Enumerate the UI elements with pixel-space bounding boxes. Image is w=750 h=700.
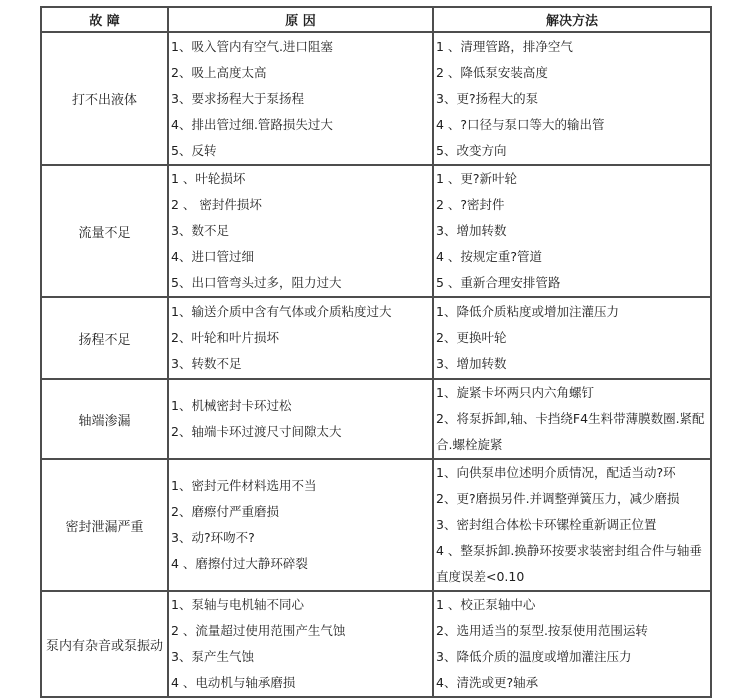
fault-cell: 扬程不足 [41,297,168,379]
solution-cell [433,459,711,591]
solution-cell [433,379,711,459]
cause-line: 1、输送介质中含有气体或介质粘度过大 [171,304,392,319]
cause-line: 1、密封元件材料选用不当 [171,478,317,493]
cause-line: 3、泵产生气蚀 [171,649,254,664]
cause-line: 2 、 密封件损坏 [171,197,262,212]
table-row [41,379,711,459]
solution-line: 2、更换叶轮 [436,330,507,345]
solution-line: 3、降低介质的温度或增加灌注压力 [436,649,632,664]
solution-cell [433,32,711,165]
cause-line: 2 、流量超过使用范围产生气蚀 [171,623,346,638]
cause-cell [168,32,433,165]
solution-line: 5、改变方向 [436,142,507,158]
cause-cell [168,297,433,379]
cause-line: 1、泵轴与电机轴不同心 [171,597,304,612]
cause-line: 3、要求扬程大于泵扬程 [171,90,304,106]
cause-line: 4 、电动机与轴承磨损 [171,675,296,690]
solution-line: 1、降低介质粘度或增加注灌压力 [436,304,619,319]
table-row [41,591,711,697]
cause-cell [168,165,433,297]
solution-line: 2 、降低泵安装高度 [436,64,548,80]
solution-cell [433,165,711,297]
table-row [41,165,711,297]
cause-line: 1、吸入管内有空气.进口阻塞 [171,38,333,54]
cause-line: 3、数不足 [171,223,229,238]
cause-line: 1、机械密封卡环过松 [171,398,292,413]
table-row [41,32,711,165]
cause-line: 2、叶轮和叶片损坏 [171,330,279,345]
solution-line: 3、密封组合体松卡环镙栓重新调正位置 [436,517,657,532]
cause-cell [168,591,433,697]
fault-cell: 泵内有杂音或泵振动 [41,591,168,697]
header-solution: 解决方法 [433,7,711,32]
cause-line: 3、转数不足 [171,356,242,371]
cause-line: 2、吸上高度太高 [171,64,267,80]
header-row [41,7,711,32]
solution-line: 3、更?扬程大的泵 [436,90,539,106]
table-row [41,459,711,591]
table-row [41,297,711,379]
solution-line: 2 、?密封件 [436,197,505,212]
solution-line: 1 、更?新叶轮 [436,171,518,186]
cause-line: 1 、叶轮损坏 [171,171,246,186]
header-fault: 故 障 [41,7,168,32]
solution-line: 1、向供泵串位述明介质情况，配适当动?环 [436,465,676,480]
cause-line: 2、磨瘵付严重磨损 [171,504,279,519]
cause-line: 2、轴端卡环过渡尺寸间隙太大 [171,424,342,439]
solution-line: 2、选用适当的泵型.按泵使用范围运转 [436,623,648,638]
solution-cell [433,297,711,379]
pump-troubleshooting-table [40,6,712,698]
solution-line: 4 、整泵拆卸.换静环按要求装密封组合件与轴垂直度误差<0.10 [436,543,702,584]
solution-line: 1 、校正泵轴中心 [436,597,536,612]
fault-cell: 打不出液体 [41,32,168,165]
cause-line: 4、排出管过细.管路损失过大 [171,116,333,132]
solution-cell [433,591,711,697]
solution-line: 3、增加转数 [436,356,507,371]
cause-cell [168,459,433,591]
fault-cell: 密封泄漏严重 [41,459,168,591]
solution-line: 5 、重新合理安排管路 [436,275,561,290]
solution-line: 3、增加转数 [436,223,507,238]
cause-line: 4、进口管过细 [171,249,254,264]
solution-line: 2、更?磨损另件.并调整弹簧压力，减少磨损 [436,491,680,506]
solution-line: 4 、按规定重?管道 [436,249,543,264]
cause-line: 4 、磨擦付过大静环碎裂 [171,556,308,571]
cause-line: 5、出口管弯头过多，阻力过大 [171,275,342,290]
solution-line: 1 、清理管路，排净空气 [436,38,573,54]
solution-line: 2、将泵拆卸,轴、卡挡绕F4生料带薄膜数圈.紧配合.螺栓旋紧 [436,411,705,452]
solution-line: 4、清洗或更?轴承 [436,675,539,690]
fault-cell: 流量不足 [41,165,168,297]
cause-line: 5、反转 [171,142,217,158]
fault-cell: 轴端渗漏 [41,379,168,459]
cause-line: 3、动?环吻不? [171,530,255,545]
header-cause: 原 因 [168,7,433,32]
solution-line: 1、旋紧卡坏两只内六角螺钉 [436,385,594,400]
solution-line: 4 、?口径与泵口等大的输出管 [436,116,605,132]
cause-cell [168,379,433,459]
